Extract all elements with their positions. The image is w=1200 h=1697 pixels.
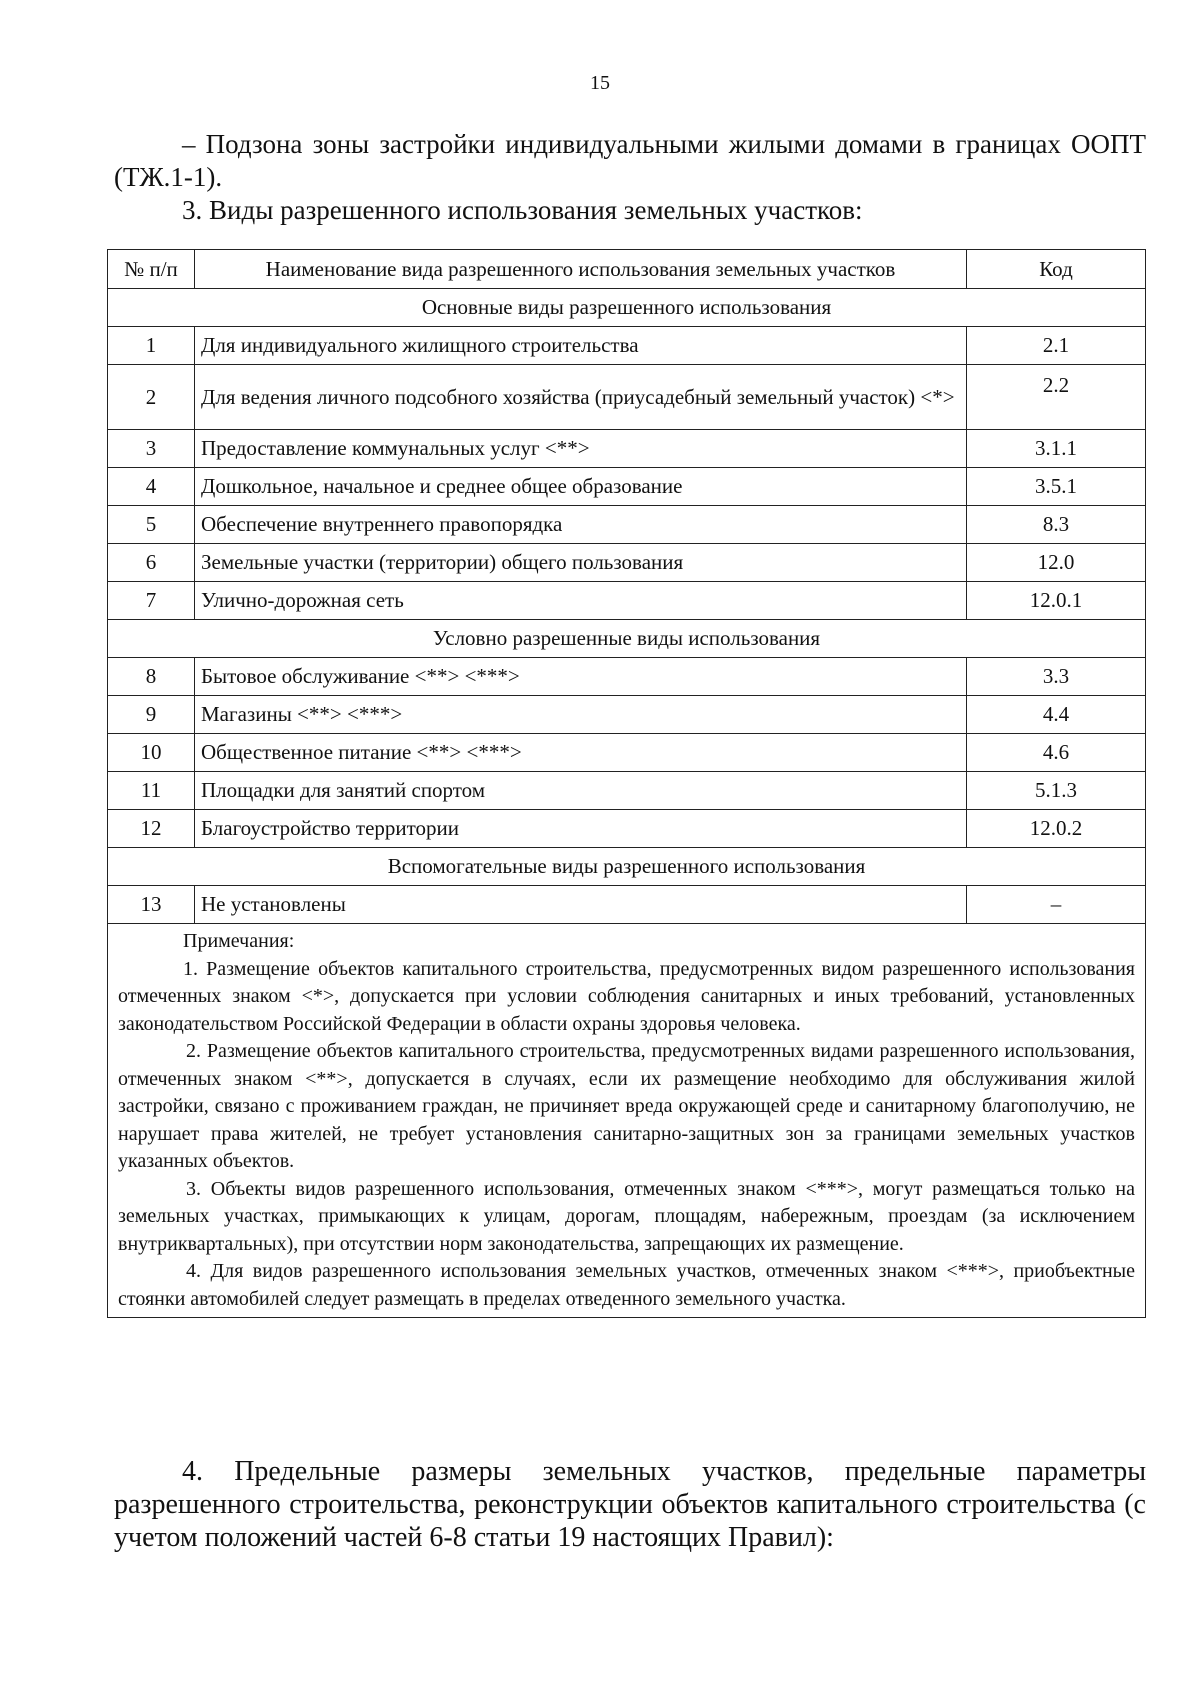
row-code: 4.4 bbox=[967, 696, 1146, 734]
header-name: Наименование вида разрешенного использования земельных участков bbox=[195, 250, 967, 289]
row-code: 4.6 bbox=[967, 734, 1146, 772]
notes-cell bbox=[108, 924, 1146, 1318]
header-code: Код bbox=[967, 250, 1146, 289]
row-code: 2.1 bbox=[967, 327, 1146, 365]
row-name: Бытовое обслуживание <**> <***> bbox=[195, 658, 967, 696]
table-row bbox=[108, 544, 1146, 582]
row-name: Не установлены bbox=[195, 886, 967, 924]
table-row bbox=[108, 468, 1146, 506]
row-code: 2.2 bbox=[967, 365, 1146, 430]
row-name: Общественное питание <**> <***> bbox=[195, 734, 967, 772]
row-num: 11 bbox=[108, 772, 195, 810]
group-conditional-label: Условно разрешенные виды использования bbox=[108, 620, 1146, 658]
row-name: Магазины <**> <***> bbox=[195, 696, 967, 734]
row-num: 9 bbox=[108, 696, 195, 734]
table-row bbox=[108, 810, 1146, 848]
row-code: 3.5.1 bbox=[967, 468, 1146, 506]
row-num: 7 bbox=[108, 582, 195, 620]
table-row bbox=[108, 658, 1146, 696]
table-row bbox=[108, 365, 1146, 430]
note-item: 4. Для видов разрешенного использования земельных участков, отмеченных знаком <***>, приобъектные стоянки автомобилей следует размещать в пределах отведенного земельного участка. bbox=[118, 1260, 1135, 1310]
table-row bbox=[108, 582, 1146, 620]
note-item: 1. Размещение объектов капитального строительства, предусмотренных видом разрешенного использования отмеченных знаком <*>, допускается при условии соблюдения санитарных и иных требований, установленных законодательством Российской Федерации в области охраны здоровья человека. bbox=[118, 957, 1135, 1035]
table-row bbox=[108, 327, 1146, 365]
table-header-row bbox=[108, 250, 1146, 289]
group-row-main bbox=[108, 289, 1146, 327]
row-num: 4 bbox=[108, 468, 195, 506]
row-num: 8 bbox=[108, 658, 195, 696]
section3-title-text: 3. Виды разрешенного использования земельных участков: bbox=[182, 195, 863, 225]
row-name: Улично-дорожная сеть bbox=[195, 582, 967, 620]
table-row bbox=[108, 886, 1146, 924]
zone-line bbox=[114, 128, 1146, 194]
group-main-label: Основные виды разрешенного использования bbox=[108, 289, 1146, 327]
header-num: № п/п bbox=[108, 250, 195, 289]
row-num: 10 bbox=[108, 734, 195, 772]
table-row bbox=[108, 430, 1146, 468]
row-code: 5.1.3 bbox=[967, 772, 1146, 810]
row-name: Дошкольное, начальное и среднее общее образование bbox=[195, 468, 967, 506]
row-code: 12.0 bbox=[967, 544, 1146, 582]
row-name: Для ведения личного подсобного хозяйства (приусадебный земельный участок) <*> bbox=[195, 365, 967, 430]
notes-row bbox=[108, 924, 1146, 1318]
table-row bbox=[108, 734, 1146, 772]
note-item: 3. Объекты видов разрешенного использования, отмеченных знаком <***>, могут размещаться только на земельных участках, примыкающих к улицам, дорогам, площадям, набережным, проездам (за исключением внутриквартальных), при отсутствии норм законодательства, запрещающих их размещение. bbox=[118, 1177, 1135, 1255]
row-name: Обеспечение внутреннего правопорядка bbox=[195, 506, 967, 544]
group-auxiliary-label: Вспомогательные виды разрешенного использования bbox=[108, 848, 1146, 886]
row-code: – bbox=[967, 886, 1146, 924]
row-code: 3.1.1 bbox=[967, 430, 1146, 468]
row-name: Земельные участки (территории) общего пользования bbox=[195, 544, 967, 582]
row-code: 3.3 bbox=[967, 658, 1146, 696]
row-name: Предоставление коммунальных услуг <**> bbox=[195, 430, 967, 468]
table-row bbox=[108, 772, 1146, 810]
section4-paragraph bbox=[114, 1455, 1146, 1554]
notes-title: Примечания: bbox=[183, 930, 295, 952]
row-num: 6 bbox=[108, 544, 195, 582]
row-num: 2 bbox=[108, 365, 195, 430]
table-row bbox=[108, 506, 1146, 544]
section3-title bbox=[114, 194, 1146, 227]
page-number: 15 bbox=[590, 72, 610, 94]
group-row-conditional bbox=[108, 620, 1146, 658]
row-num: 1 bbox=[108, 327, 195, 365]
row-name: Благоустройство территории bbox=[195, 810, 967, 848]
section4-text: 4. Предельные размеры земельных участков, предельные параметры разрешенного строительства, реконструкции объектов капитального строительства (с учетом положений частей 6-8 статьи 19 настоящих Правил): bbox=[114, 1456, 1146, 1553]
row-code: 8.3 bbox=[967, 506, 1146, 544]
row-code: 12.0.1 bbox=[967, 582, 1146, 620]
group-row-auxiliary bbox=[108, 848, 1146, 886]
land-use-table bbox=[107, 249, 1146, 1318]
table-row bbox=[108, 696, 1146, 734]
note-item: 2. Размещение объектов капитального строительства, предусмотренных видами разрешенного использования, отмеченных знаком <**>, допускается в случаях, если их размещение необходимо для обслуживания жилой застройки, связано с проживанием граждан, не причиняет вреда окружающей среде и санитарному благополучию, не нарушает права жителей, не требует установления санитарно-защитных зон за границами земельных участков указанных объектов. bbox=[118, 1040, 1135, 1172]
row-num: 12 bbox=[108, 810, 195, 848]
row-num: 13 bbox=[108, 886, 195, 924]
zone-line-text: – Подзона зоны застройки индивидуальными жилыми домами в границах ООПТ (ТЖ.1-1). bbox=[114, 129, 1146, 192]
row-num: 5 bbox=[108, 506, 195, 544]
row-code: 12.0.2 bbox=[967, 810, 1146, 848]
row-name: Площадки для занятий спортом bbox=[195, 772, 967, 810]
row-name: Для индивидуального жилищного строительства bbox=[195, 327, 967, 365]
row-num: 3 bbox=[108, 430, 195, 468]
